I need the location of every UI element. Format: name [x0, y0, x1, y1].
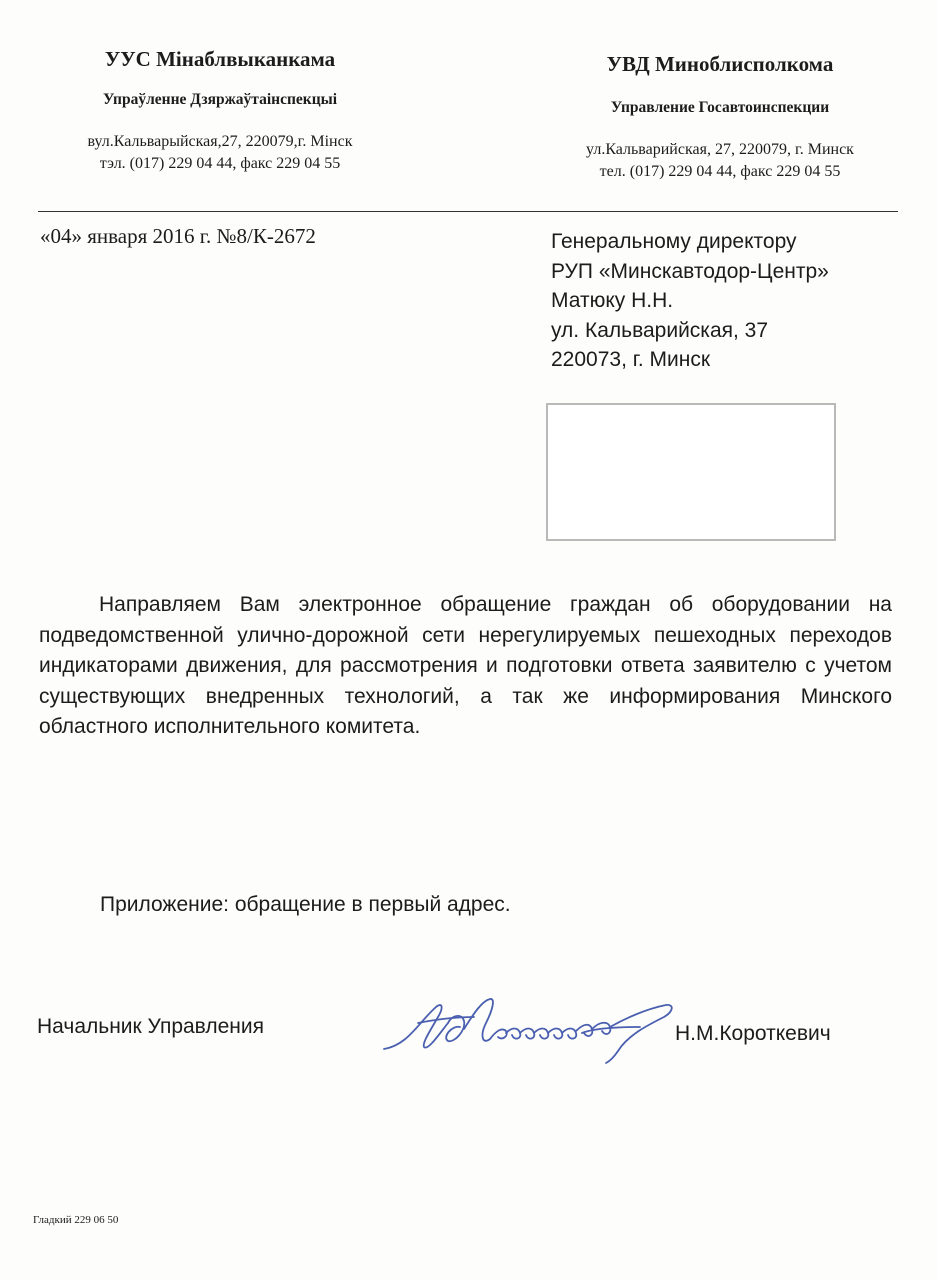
- recipient-line: 220073, г. Минск: [551, 348, 711, 371]
- org-phone-left: тэл. (017) 229 04 44, факс 229 04 55: [99, 155, 341, 172]
- org-title-left: УУС Мінаблвыканкама: [104, 47, 336, 71]
- recipient-line: Матюку Н.Н.: [551, 289, 674, 312]
- org-subtitle-right: Управление Госавтоинспекции: [610, 99, 830, 116]
- recipient-line: Генеральному директору: [551, 230, 797, 253]
- document-date-number: «04» января 2016 г. №8/К-2672: [40, 224, 316, 248]
- executor-footer: Гладкий 229 06 50: [33, 1214, 119, 1226]
- org-address-right: ул.Кальварийская, 27, 220079, г. Минск: [586, 141, 854, 158]
- body-paragraph: Направляем Вам электронное обращение граждан об оборудовании на подведомственной улично-дорожной сети нерегулируемых пешеходных переходов индикаторами движения, для рассмотрения и подготовки ответа заявителю с учетом существующих внедренных технологий, а так же информирования Минского областного исполнительного комитета.: [39, 593, 892, 738]
- header-divider: [38, 211, 898, 212]
- signer-position: Начальник Управления: [37, 1015, 264, 1038]
- recipient-block: [551, 227, 829, 375]
- registration-stamp-box: [546, 403, 836, 541]
- org-subtitle-left: Упраўленне Дзяржаўтаінспекцыі: [102, 91, 338, 108]
- recipient-line: РУП «Минскавтодор-Центр»: [551, 259, 829, 283]
- recipient-line: ул. Кальварийская, 37: [551, 318, 769, 342]
- header-left: [30, 0, 410, 175]
- attachment-line: Приложение: обращение в первый адрес.: [100, 893, 511, 916]
- header-right: [520, 0, 920, 183]
- handwritten-signature: [378, 993, 678, 1065]
- org-phone-right: тел. (017) 229 04 44, факс 229 04 55: [599, 163, 841, 180]
- signer-name: Н.М.Короткевич: [675, 1022, 831, 1045]
- org-address-left: вул.Кальварыйская,27, 220079,г. Мінск: [87, 133, 353, 150]
- org-title-right: УВД Миноблисполкома: [606, 52, 834, 76]
